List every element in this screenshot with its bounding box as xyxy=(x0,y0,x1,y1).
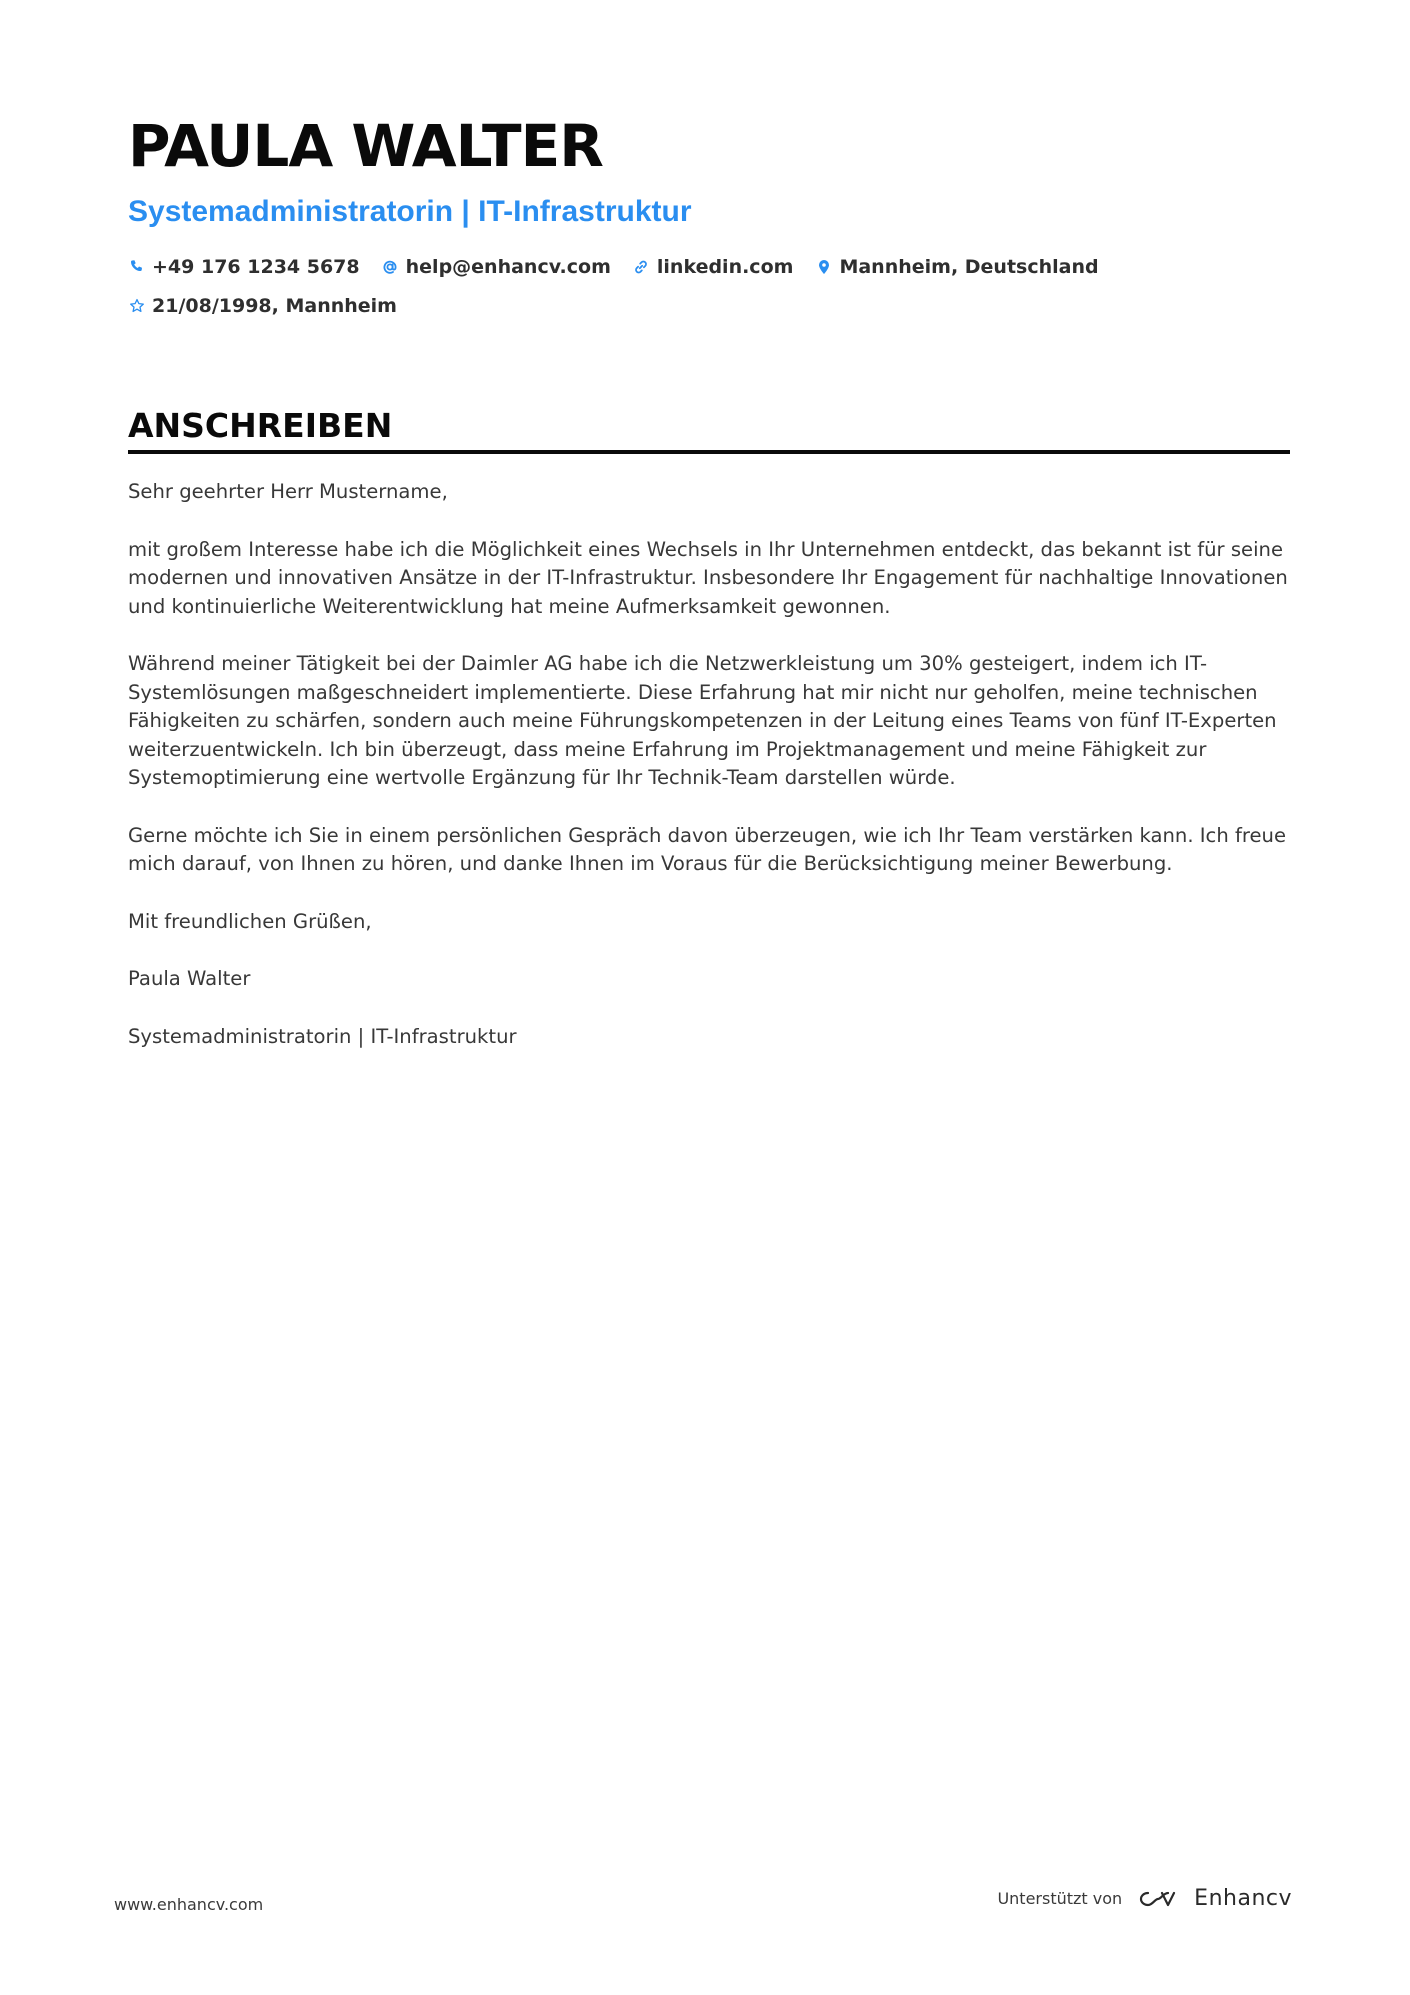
cover-letter-section xyxy=(128,406,1290,1080)
signature-title: Systemadministratorin | IT-Infrastruktur xyxy=(128,1024,517,1048)
contact-phone-text: +49 176 1234 5678 xyxy=(152,256,360,278)
letter-closing: Mit freundlichen Grüßen, xyxy=(128,909,372,933)
contact-birth xyxy=(128,293,397,319)
location-pin-icon xyxy=(815,259,832,276)
signature-name: Paula Walter xyxy=(128,967,251,990)
brand-name: Enhancv xyxy=(1194,1886,1292,1911)
contact-linkedin-text: linkedin.com xyxy=(656,256,794,278)
enhancv-logo-icon xyxy=(1134,1887,1182,1911)
contact-location-text: Mannheim, Deutschland xyxy=(839,256,1099,278)
resume-header xyxy=(128,112,1290,319)
letter-salutation: Sehr geehrter Herr Mustername, xyxy=(128,480,448,503)
section-divider xyxy=(128,450,1290,454)
letter-body xyxy=(128,478,1290,1051)
contact-location xyxy=(815,254,1098,280)
contact-linkedin[interactable] xyxy=(633,254,794,280)
contact-email[interactable] xyxy=(382,254,611,280)
star-icon xyxy=(128,298,145,315)
powered-by-label: Unterstützt von xyxy=(997,1889,1123,1908)
contact-row-2 xyxy=(128,293,1290,319)
candidate-title: Systemadministratorin | IT-Infrastruktur xyxy=(128,195,692,228)
contact-email-text: help@enhancv.com xyxy=(405,256,611,278)
letter-paragraph: mit großem Interesse habe ich die Möglichkeit eines Wechsels in Ihr Unternehmen entdeckt, das bekannt ist für seine modernen und innovativen Ansätze in der IT-Infrastruktur. Insbesondere Ihr Engagement für nachhaltige Innovationen und kontinuierliche Weiterentwicklung hat meine Aufmerksamkeit gewonnen. xyxy=(128,537,1288,618)
candidate-name: PAULA WALTER xyxy=(128,112,603,180)
letter-paragraph: Während meiner Tätigkeit bei der Daimler AG habe ich die Netzwerkleistung um 30% gesteigert, indem ich IT-Systemlösungen maßgeschneidert implementierte. Diese Erfahrung hat mir nicht nur geholfen, meine technischen Fähigkeiten zu schärfen, sondern auch meine Führungskompetenzen in der Leitung eines Teams von fünf IT-Experten weiterzuentwickeln. Ich bin überzeugt, dass meine Erfahrung im Projektmanagement und meine Fähigkeit zur Systemoptimierung eine wertvolle Ergänzung für Ihr Technik-Team darstellen würde. xyxy=(128,652,1277,789)
section-title: ANSCHREIBEN xyxy=(128,406,393,445)
contact-phone[interactable] xyxy=(128,254,360,280)
footer-website[interactable]: www.enhancv.com xyxy=(114,1895,264,1914)
footer-branding[interactable] xyxy=(997,1886,1292,1911)
at-icon xyxy=(382,259,399,276)
phone-icon xyxy=(128,259,145,276)
link-icon xyxy=(633,259,650,276)
contact-row xyxy=(128,254,1290,280)
contact-birth-text: 21/08/1998, Mannheim xyxy=(152,295,397,317)
letter-paragraph: Gerne möchte ich Sie in einem persönlichen Gespräch davon überzeugen, wie ich Ihr Team verstärken kann. Ich freue mich darauf, von Ihnen zu hören, und danke Ihnen im Voraus für die Berücksichtigung meiner Bewerbung. xyxy=(128,823,1287,875)
